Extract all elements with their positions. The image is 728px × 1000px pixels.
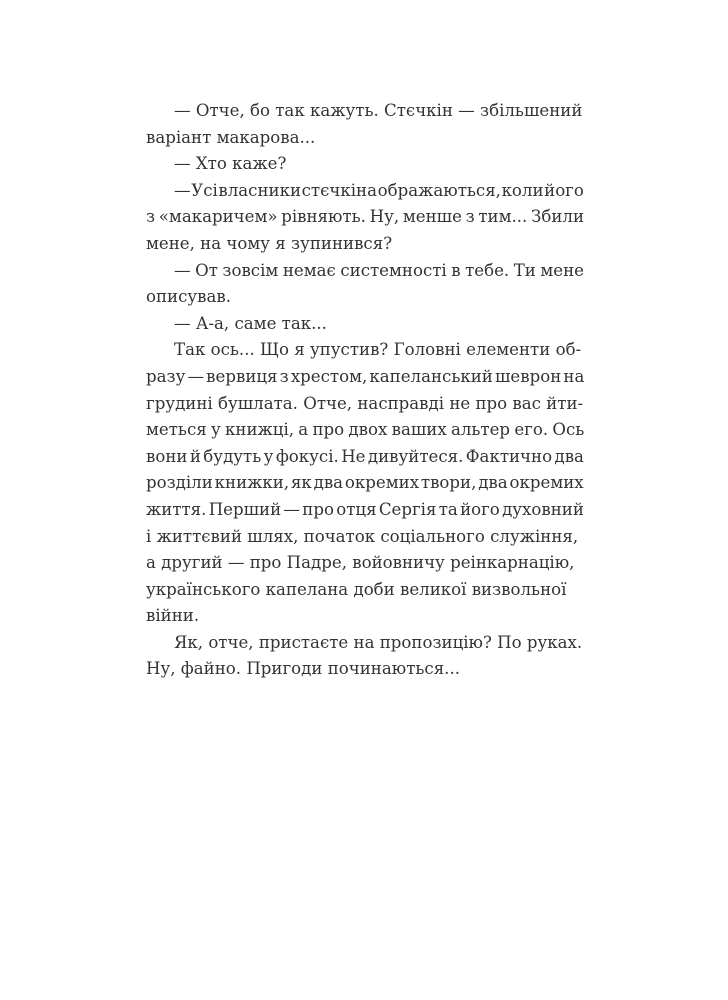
text-line: життя. Перший — про отця Сергія та його духовний xyxy=(146,499,584,519)
text-line: — От зовсім немає системності в тебе. Ти мене xyxy=(174,260,584,280)
text-line: — Усі власники стєчкіна ображаються, коли його xyxy=(174,180,584,200)
text-line: грудині бушлата. Отче, насправді не про вас йти- xyxy=(146,393,584,413)
text-line: меться у книжці, а про двох ваших альтер его. Ось xyxy=(146,420,585,440)
text-line: і життєвий шлях, початок соціального служіння, xyxy=(146,526,579,546)
text-line: Ну, файно. Пригоди починаються... xyxy=(146,659,460,679)
body-text xyxy=(146,98,584,683)
text-line: — А-а, саме так... xyxy=(174,313,327,333)
text-line: мене, на чому я зупинився? xyxy=(146,233,393,253)
text-line: описував. xyxy=(146,287,232,307)
text-line: — Отче, бо так кажуть. Стєчкін — збільшений xyxy=(174,101,583,120)
text-line: варіант макарова... xyxy=(146,127,316,147)
text-line: розділи книжки, як два окремих твори, два окремих xyxy=(146,473,584,493)
text-line: Як, отче, пристаєте на пропозицію? По руках. xyxy=(174,632,583,652)
text-line: війни. xyxy=(146,606,200,626)
text-line: разу — вервиця з хрестом, капеланський шеврон на xyxy=(146,366,585,386)
text-line: — Хто каже? xyxy=(174,154,287,174)
text-line: українського капелана доби великої визвольної xyxy=(146,579,567,599)
text-line: Так ось... Що я упустив? Головні елементи об- xyxy=(174,340,582,360)
text-line: а другий — про Падре, войовничу реінкарнацію, xyxy=(146,553,575,573)
text-line: з «макаричем» рівняють. Ну, менше з тим... Збили xyxy=(146,207,585,227)
text-line: вони й будуть у фокусі. Не дивуйтеся. Фактично два xyxy=(146,446,584,466)
